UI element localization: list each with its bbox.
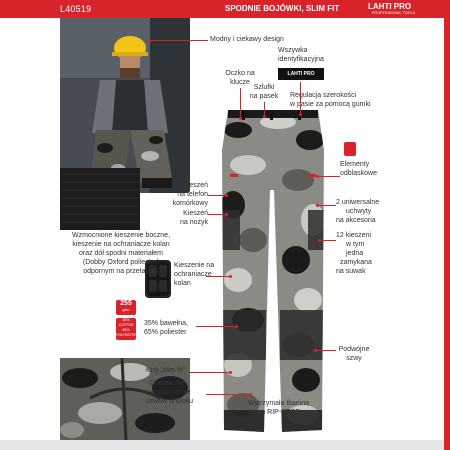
worker-photo: [60, 18, 190, 193]
product-sku: L40519: [60, 4, 92, 14]
weight-unit: g/m²: [122, 308, 130, 312]
weight-badge: [116, 300, 136, 315]
label-ripstop-2: typu RIP-STOP: [252, 409, 301, 416]
dot-wszywka: [299, 113, 302, 116]
label-szwy-2: szwy: [346, 355, 362, 362]
pointer-uchwyty: [318, 205, 336, 206]
brand-tagline: PROFESSIONAL TOOLS: [372, 11, 416, 15]
pointer-kieszeni: [320, 240, 336, 241]
dot-material: [235, 325, 238, 328]
dot-oczko: [239, 117, 242, 120]
pointer-ochraniacze: [206, 276, 230, 277]
product-title: SPODNIE BOJÓWKI, SLIM FIT: [225, 4, 340, 13]
label-nozyk-2: na nożyk: [179, 219, 208, 226]
fabric-texture: [60, 168, 140, 230]
label-regulacja-2: w pasie za pomocą gumki: [290, 101, 371, 108]
label-kieszeni-2: w tym: [346, 241, 365, 248]
wszywka-tag-text: LAHTI PRO: [287, 71, 315, 77]
weight-value: 255: [120, 300, 132, 307]
label-kieszeni-4: zamykana: [340, 259, 372, 266]
label-szlufki-1: Szlufki: [253, 84, 275, 91]
label-material-1: 35% bawełna,: [144, 320, 188, 327]
dot-telefon: [225, 194, 228, 197]
material-badge: [116, 318, 136, 340]
label-wzmocnione-4: (Dobby Oxford poliester): [82, 259, 160, 266]
pointer-oczko: [240, 88, 241, 118]
label-uchwyty-3: na akcesoria: [336, 217, 376, 224]
pointer-wzmocnienie: [206, 394, 250, 395]
material-badge-cotton-pct: 35%: [122, 318, 130, 322]
label-wzmocnienie-2: wzmocnienie: [150, 389, 191, 396]
label-oczko-2: klucze: [230, 79, 250, 86]
dot-szlufki: [263, 115, 266, 118]
pointer-elementy: [318, 176, 340, 177]
footer-stripe: [0, 440, 444, 450]
wszywka-tag: [278, 68, 324, 80]
pointer-szlufki: [264, 102, 265, 116]
label-ochraniacze-2: ochraniacze: [174, 271, 212, 278]
dot-uchwyty: [316, 204, 319, 207]
material-badge-poly-pct: 65%: [122, 328, 130, 332]
label-kieszeni-5: na suwak: [336, 268, 366, 275]
label-kieszeni-1: 12 kieszeni: [336, 232, 372, 239]
label-ochraniacze-1: Kieszenie na: [174, 262, 215, 269]
label-nozyk-1: Kieszeń: [183, 210, 208, 217]
label-wzmocnienie-3: szwów w kroku: [146, 398, 194, 405]
label-wzmocnione-5: odpornym na przetarcia.: [83, 268, 159, 275]
dot-nozyk: [225, 213, 228, 216]
pointer-kroj: [190, 372, 230, 373]
label-elementy-1: Elementy: [340, 161, 370, 168]
label-ochraniacze-3: kolan: [174, 280, 191, 287]
label-wzmocnienie-1: Dodatkowe: [150, 380, 186, 387]
dot-ochraniacze: [229, 275, 232, 278]
label-uchwyty-2: uchwyty: [346, 208, 372, 215]
label-kroj: Krój „slim fit”: [146, 367, 185, 374]
pants-photo: [218, 110, 328, 440]
pointer-nozyk: [208, 214, 226, 215]
dot-modny: [148, 39, 151, 42]
label-telefon-1: Kieszeń: [183, 182, 208, 189]
label-modny: Modny i ciekawy design: [210, 36, 284, 43]
label-wszywka-1: Wszywka: [278, 47, 308, 54]
dot-elementy: [316, 175, 319, 178]
brand-logo: LAHTI PRO: [368, 2, 412, 11]
label-wzmocnione-1: Wzmocnione kieszenie boczne,: [71, 232, 171, 239]
camo-pants-illustration: [218, 110, 328, 440]
label-telefon-3: komórkowy: [172, 200, 208, 207]
label-wzmocnione-2: kieszenie na ochraniacze kolan: [72, 241, 170, 248]
material-badge-poly: POLYESTER: [116, 333, 137, 337]
dot-szwy: [314, 349, 317, 352]
pointer-szwy: [316, 350, 336, 351]
pointer-wszywka: [300, 82, 301, 114]
label-elementy-2: odblaskowe: [340, 170, 377, 177]
fabric-closeup-photo: [60, 168, 140, 230]
dot-kieszeni: [318, 239, 321, 242]
label-wszywka-2: identyfikacyjna: [278, 56, 324, 63]
pointer-modny: [150, 40, 208, 41]
reflective-icon: [344, 142, 356, 156]
label-kieszeni-3: jedna: [346, 250, 364, 257]
label-ripstop-1: Wytrzymała tkanina: [248, 400, 310, 407]
label-szwy-1: Podwójne: [338, 346, 370, 353]
label-telefon-2: na telefon: [177, 191, 208, 198]
label-wzmocnione-3: oraz dół spodni materiałem: [78, 250, 164, 257]
pointer-telefon: [208, 195, 226, 196]
pointer-material: [196, 326, 236, 327]
label-uchwyty-1: 2 uniwersalne: [336, 199, 380, 206]
material-badge-cotton: COTTON: [118, 323, 134, 327]
right-accent-stripe: [444, 18, 450, 450]
worker-illustration: [60, 18, 190, 193]
label-material-2: 65% poliester: [144, 329, 187, 336]
dot-wzmocnienie: [249, 393, 252, 396]
label-oczko-1: Oczko na: [225, 70, 255, 77]
label-regulacja-1: Regulacja szerokości: [290, 92, 357, 99]
dot-kroj: [229, 371, 232, 374]
label-szlufki-2: na pasek: [249, 93, 279, 100]
